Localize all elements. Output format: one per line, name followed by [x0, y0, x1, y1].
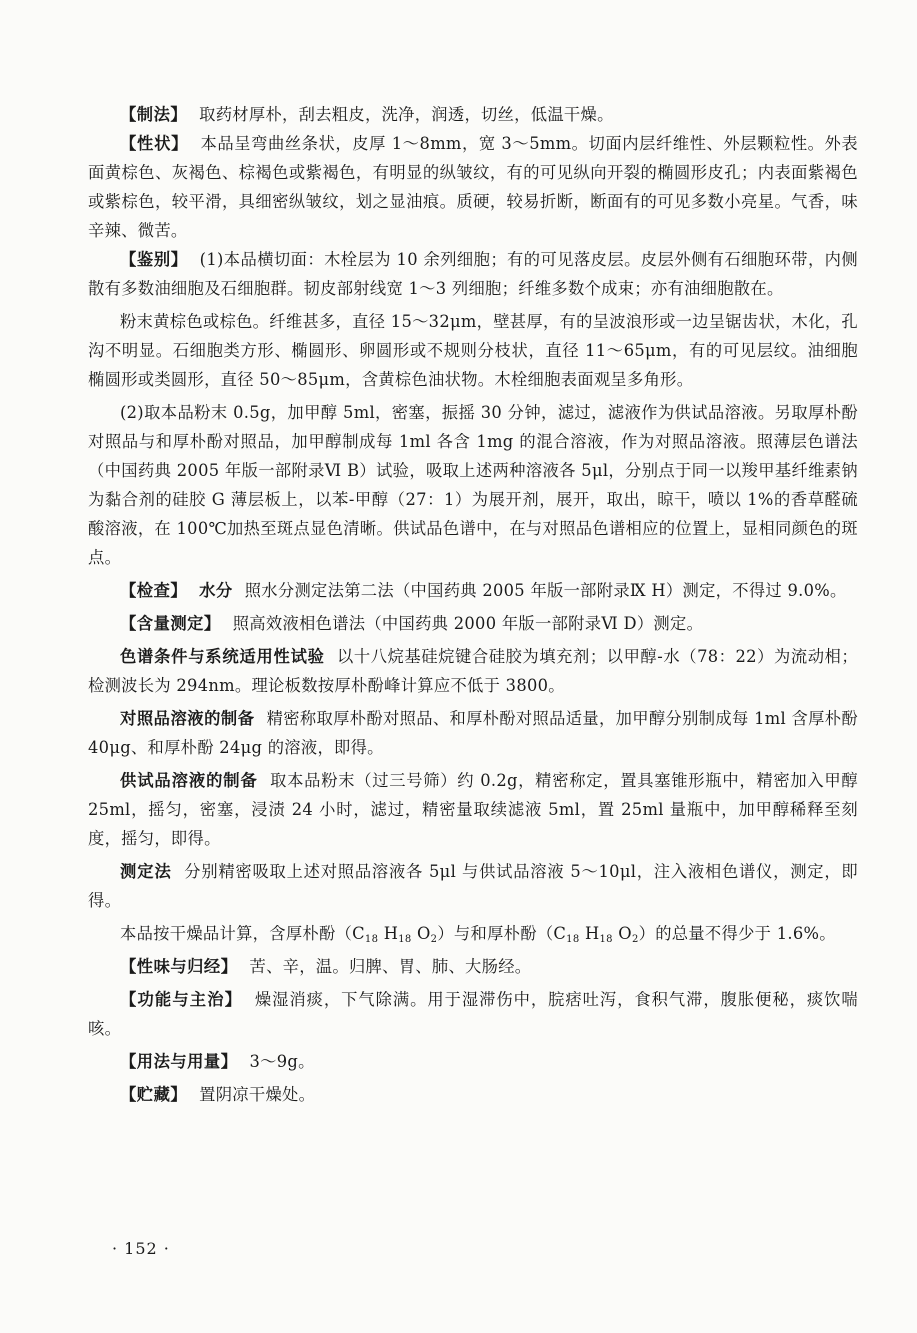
paragraph-text: 以十八烷基硅烷键合硅胶为填充剂；以甲醇-水（78：22）为流动相；检测波长为 294nm。理论板数按厚朴酚峰计算应不低于 3800。: [88, 647, 858, 695]
section-xingwei: [88, 952, 858, 981]
section-jiancha: [88, 576, 858, 605]
section-heading: 【贮藏】: [120, 1085, 188, 1104]
section-text: 照水分测定法第二法（中国药典 2005 年版一部附录Ⅸ H）测定，不得过 9.0%。: [244, 581, 847, 600]
hanliang-procedure: [88, 857, 858, 915]
formula-subscript: 18: [566, 934, 580, 945]
section-text: 置阴凉干燥处。: [199, 1085, 316, 1104]
subheading: 对照品溶液的制备: [120, 709, 255, 728]
limit-text: ）的总量不得少于 1.6%。: [638, 924, 836, 943]
limit-text: H: [579, 924, 600, 943]
section-hanliang: [88, 609, 858, 638]
hanliang-reference-solution: [88, 704, 858, 762]
section-heading: 【制法】: [120, 105, 188, 124]
subheading-moisture: 水分: [199, 581, 233, 600]
subheading: 测定法: [120, 862, 172, 881]
jianbie-powder-paragraph: 粉末黄棕色或棕色。纤维甚多，直径 15～32μm，壁甚厚，有的呈波浪形或一边呈锯齿状，木化，孔沟不明显。石细胞类方形、椭圆形、卵圆形或不规则分枝状，直径 11～65μm，有的可见层纹。油细胞椭圆形或类圆形，直径 50～85μm，含黄棕色油状物。木栓细胞表面观呈多角形。: [88, 312, 858, 389]
hanliang-test-solution: [88, 766, 858, 853]
section-zhifa: [88, 100, 858, 129]
formula-subscript: 18: [364, 934, 379, 945]
section-text: (1)本品横切面：木栓层为 10 余列细胞；有的可见落皮层。皮层外侧有石细胞环带，内侧散有多数油细胞及石细胞群。韧皮部射线宽 1～3 列细胞；纤维多数个成束；亦有油细胞散在。: [88, 250, 858, 298]
paragraph-text: 取本品粉末（过三号筛）约 0.2g，精密称定，置具塞锥形瓶中，精密加入甲醇 25ml，摇匀，密塞，浸渍 24 小时，滤过，精密量取续滤液 5ml，置 25ml 量瓶中，加甲醇稀释至刻度，摇匀，即得。: [88, 771, 858, 848]
paragraph-text: 精密称取厚朴酚对照品、和厚朴酚对照品适量，加甲醇分别制成每 1ml 含厚朴酚 40μg、和厚朴酚 24μg 的溶液，即得。: [88, 709, 858, 757]
limit-text: H: [378, 924, 399, 943]
section-text: 照高效液相色谱法（中国药典 2000 年版一部附录Ⅵ D）测定。: [232, 614, 704, 633]
section-text: 苦、辛，温。归脾、胃、肺、大肠经。: [249, 957, 532, 976]
section-zhucang: [88, 1080, 858, 1109]
section-xingzhuang: [88, 129, 858, 245]
limit-text: O: [411, 924, 431, 943]
hanliang-limit: [88, 919, 858, 948]
subheading: 供试品溶液的制备: [120, 771, 258, 790]
section-gongneng: [88, 985, 858, 1043]
subheading: 色谱条件与系统适用性试验: [120, 647, 325, 666]
section-heading: 【含量测定】: [120, 614, 221, 633]
section-text: 3～9g。: [249, 1052, 315, 1071]
formula-subscript: 2: [430, 934, 438, 945]
page-number: · 152 ·: [112, 1239, 170, 1258]
formula-subscript: 18: [398, 934, 412, 945]
section-yongfa: [88, 1047, 858, 1076]
section-text: 取药材厚朴，刮去粗皮，洗净，润透，切丝，低温干燥。: [199, 105, 614, 124]
section-heading: 【性味与归经】: [120, 957, 238, 976]
section-heading: 【鉴别】: [120, 250, 188, 269]
paragraph-text: 分别精密吸取上述对照品溶液各 5μl 与供试品溶液 5～10μl，注入液相色谱仪，测定，即得。: [88, 862, 858, 910]
document-body: [88, 100, 858, 1109]
jianbie-tlc-paragraph: (2)取本品粉末 0.5g，加甲醇 5ml，密塞，振摇 30 分钟，滤过，滤液作为供试品溶液。另取厚朴酚对照品与和厚朴酚对照品，加甲醇制成每 1ml 各含 1mg 的混合溶液，作为对照品溶液。照薄层色谱法（中国药典 2005 年版一部附录Ⅵ B）试验，吸取上述两种溶液各 5μl，分别点于同一以羧甲基纤维素钠为黏合剂的硅胶 G 薄层板上，以苯-甲醇（27：1）为展开剂，展开，取出，晾干，喷以 1%的香草醛硫酸溶液，在 100℃加热至斑点显色清晰。供试品色谱中，在与对照品色谱相应的位置上，显相同颜色的斑点。: [88, 403, 858, 567]
hanliang-chromatography-conditions: [88, 642, 858, 700]
limit-text: O: [612, 924, 632, 943]
section-text: 燥湿消痰，下气除满。用于湿滞伤中，脘痞吐泻，食积气滞，腹胀便秘，痰饮喘咳。: [88, 990, 858, 1038]
formula-subscript: 18: [599, 934, 613, 945]
limit-text: 本品按干燥品计算，含厚朴酚（C: [120, 924, 365, 943]
section-heading: 【功能与主治】: [120, 990, 243, 1009]
section-text: 本品呈弯曲丝条状，皮厚 1～8mm，宽 3～5mm。切面内层纤维性、外层颗粒性。外表面黄棕色、灰褐色、棕褐色或紫褐色，有明显的纵皱纹，有的可见纵向开裂的椭圆形皮孔；内表面紫褐色或紫棕色，较平滑，具细密纵皱纹，划之显油痕。质硬，较易折断，断面有的可见多数小亮星。气香，味辛辣、微苦。: [88, 134, 858, 240]
section-heading: 【性状】: [120, 134, 189, 153]
formula-subscript: 2: [631, 934, 639, 945]
section-jianbie: [88, 245, 858, 303]
limit-text: ）与和厚朴酚（C: [437, 924, 567, 943]
section-heading: 【检查】: [120, 581, 188, 600]
section-heading: 【用法与用量】: [120, 1052, 238, 1071]
